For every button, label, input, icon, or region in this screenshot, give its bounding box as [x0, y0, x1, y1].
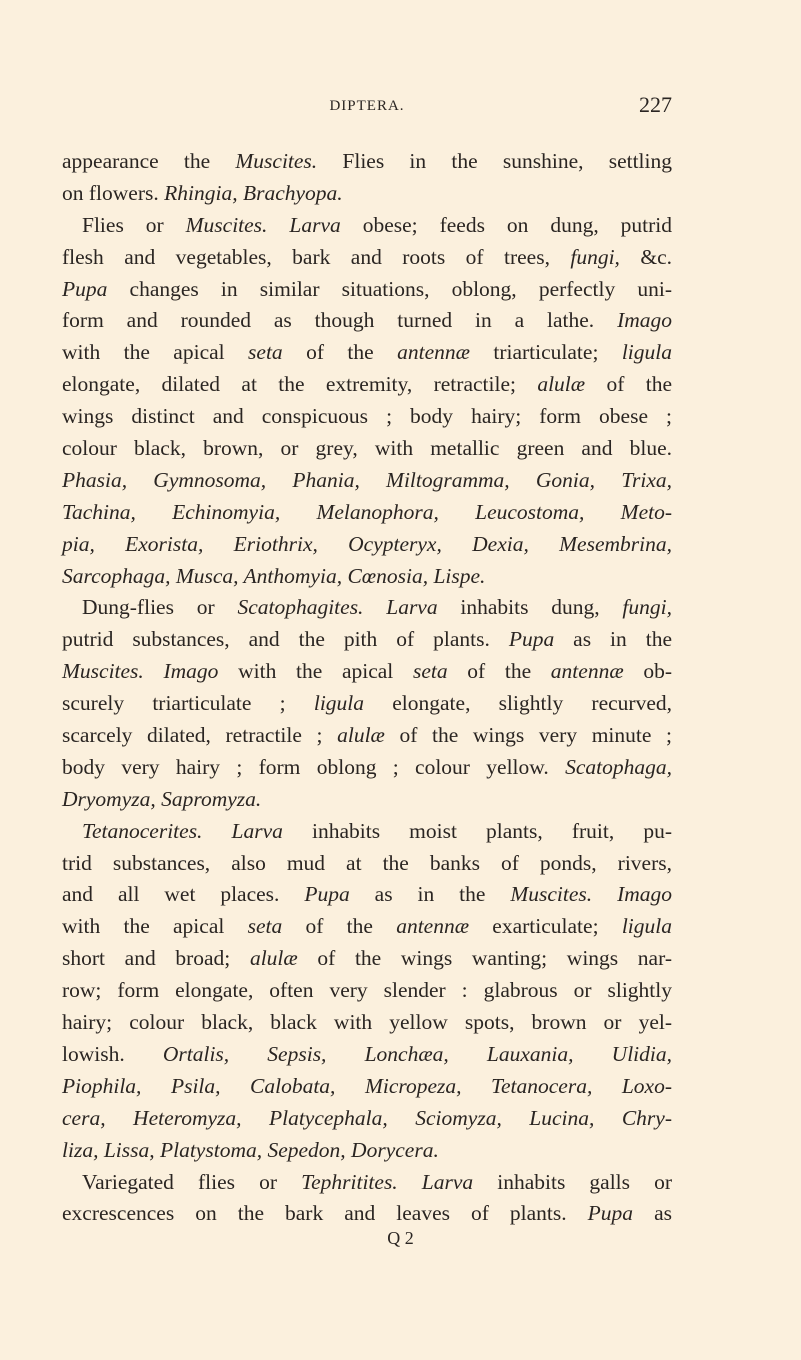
italic-term: Imago	[617, 308, 672, 333]
text-run: as	[633, 1201, 672, 1226]
text-line	[62, 1007, 672, 1039]
text-run: Variegated flies or	[82, 1169, 302, 1194]
text-line	[62, 529, 672, 561]
text-line	[62, 1198, 672, 1230]
text-run: Dung-flies or	[82, 595, 238, 620]
italic-term: seta	[247, 914, 283, 939]
text-run: excrescences on the bark and leaves of plants.	[62, 1201, 588, 1226]
italic-term: Tetanocerites.	[82, 818, 203, 843]
italic-term: cera, Heteromyza, Platycephala, Sciomyza, Lucina, Chry-	[62, 1105, 672, 1130]
text-run: scurely triarticulate ;	[62, 691, 314, 716]
italic-term: Scatophaga,	[565, 754, 672, 779]
text-run: appearance the	[62, 149, 236, 173]
italic-term: alulæ	[249, 946, 298, 971]
italic-term: Larva	[289, 212, 341, 237]
italic-term: Sarcophaga, Musca, Anthomyia, Cœnosia, Lispe.	[62, 563, 486, 588]
text-run: Flies in the sunshine, settling	[317, 149, 673, 173]
text-run: of the wings wanting; wings nar-	[297, 946, 672, 971]
text-run: of the	[585, 372, 672, 397]
text-line	[62, 305, 672, 337]
text-line	[62, 1039, 672, 1071]
italic-term: Rhingia, Brachyopa.	[164, 180, 343, 205]
text-line	[62, 784, 672, 816]
text-line	[62, 816, 672, 848]
text-run: of the	[282, 914, 397, 939]
text-run: lowish.	[62, 1041, 163, 1066]
italic-term: Larva	[231, 818, 283, 843]
italic-term: fungi,	[570, 244, 620, 269]
text-line	[62, 337, 672, 369]
italic-term: Scatophagites.	[237, 595, 364, 620]
italic-term: seta	[248, 340, 283, 365]
text-run: body very hairy ; form oblong ; colour yellow.	[62, 754, 566, 779]
italic-term: antennæ	[397, 340, 470, 365]
page-number: 227	[639, 92, 672, 117]
text-run: ob-	[623, 659, 672, 684]
text-line	[62, 911, 672, 943]
italic-term: Phasia, Gymnosoma, Phania, Miltogramma, Gonia, Trixa,	[62, 467, 672, 492]
text-line	[62, 656, 672, 688]
running-title: DIPTERA.	[329, 98, 405, 114]
text-run: with the apical	[62, 914, 248, 939]
text-line	[62, 465, 672, 497]
italic-term: Ortalis, Sepsis, Lonchæa, Lauxania, Ulidia,	[162, 1041, 672, 1066]
text-run: inhabits galls or	[473, 1169, 672, 1194]
text-run: on flowers.	[62, 180, 165, 205]
italic-term: Tephritites.	[301, 1169, 398, 1194]
text-line	[62, 975, 672, 1007]
text-line	[62, 592, 672, 624]
italic-term: Pupa	[304, 882, 350, 907]
text-line	[62, 210, 672, 242]
page-header	[62, 92, 672, 116]
text-run: of the	[282, 340, 398, 365]
text-run: as in the	[349, 882, 511, 907]
italic-term: Pupa	[587, 1201, 634, 1226]
text-line	[62, 848, 672, 880]
text-run: elongate, dilated at the extremity, retractile;	[62, 372, 538, 397]
italic-term: Muscites.	[185, 212, 268, 237]
italic-term: fungi,	[622, 595, 672, 620]
italic-term: Piophila, Psila, Calobata, Micropeza, Tetanocera, Loxo-	[62, 1073, 672, 1098]
text-run: flesh and vegetables, bark and roots of trees,	[62, 244, 571, 269]
text-line	[62, 146, 672, 178]
italic-term: alulæ	[537, 372, 586, 397]
italic-term: liza, Lissa, Platystoma, Sepedon, Dorycera.	[62, 1137, 439, 1162]
italic-term: ligula	[621, 914, 672, 939]
text-run: putrid substances, and the pith of plants.	[62, 627, 509, 652]
italic-term: ligula	[313, 691, 365, 716]
text-run	[592, 882, 617, 906]
italic-term: Larva	[386, 595, 438, 620]
italic-term: Tachina, Echinomyia, Melanophora, Leucostoma, Meto-	[62, 499, 672, 524]
text-run: obese; feeds on dung, putrid	[340, 212, 673, 237]
text-run: as in the	[554, 627, 672, 652]
text-run: short and broad;	[62, 946, 250, 971]
text-line	[62, 369, 672, 401]
italic-term: Muscites.	[510, 882, 593, 907]
text-run: scarcely dilated, retractile ;	[62, 723, 338, 748]
text-run: and all wet places.	[62, 882, 305, 907]
text-line	[62, 879, 672, 911]
italic-term: alulæ	[337, 723, 385, 748]
text-run: with the apical	[62, 340, 249, 365]
text-run: of the wings very minute ;	[384, 723, 672, 748]
text-line	[62, 1135, 672, 1167]
text-run: changes in similar situations, oblong, perfectly uni-	[107, 276, 672, 301]
text-line	[62, 688, 672, 720]
italic-term: ligula	[621, 340, 672, 365]
text-run: triarticulate;	[469, 340, 622, 365]
text-run: exarticulate;	[469, 914, 622, 939]
italic-term: Muscites.	[62, 659, 144, 684]
text-run: trid substances, also mud at the banks of ponds, rivers,	[62, 850, 672, 875]
text-run	[398, 1170, 422, 1194]
text-run: inhabits moist plants, fruit, pu-	[282, 818, 672, 843]
text-line	[62, 178, 672, 210]
text-run: colour black, brown, or grey, with metallic green and blue.	[62, 436, 672, 461]
text-run: with the apical	[218, 659, 413, 684]
text-run	[363, 595, 386, 619]
text-run: wings distinct and conspicuous ; body hairy; form obese ;	[62, 404, 672, 429]
italic-term: antennæ	[396, 914, 470, 939]
text-line	[62, 1071, 672, 1103]
text-run	[202, 819, 231, 843]
text-run: elongate, slightly recurved,	[364, 691, 672, 716]
text-line	[62, 561, 672, 593]
text-run: of the	[447, 659, 551, 684]
text-run	[144, 659, 164, 683]
text-line	[62, 752, 672, 784]
text-run	[267, 213, 289, 237]
italic-term: Larva	[421, 1169, 474, 1194]
text-line	[62, 943, 672, 975]
italic-term: antennæ	[550, 659, 624, 684]
text-run: hairy; colour black, black with yellow spots, brown or yel-	[62, 1010, 672, 1035]
text-run: &c.	[619, 244, 672, 269]
body-text	[62, 146, 672, 1230]
italic-term: Pupa	[62, 276, 108, 301]
italic-term: Pupa	[508, 627, 555, 652]
text-line	[62, 433, 672, 465]
signature-mark: Q 2	[387, 1228, 414, 1248]
italic-term: Imago	[617, 882, 673, 907]
text-line	[62, 1167, 672, 1199]
text-line	[62, 624, 672, 656]
text-line	[62, 401, 672, 433]
text-run: form and rounded as though turned in a lathe.	[62, 308, 618, 333]
text-line	[62, 720, 672, 752]
text-line	[62, 497, 672, 529]
text-line	[62, 1103, 672, 1135]
text-run: inhabits dung,	[437, 595, 623, 620]
text-run: Flies or	[82, 212, 186, 237]
text-line	[62, 242, 672, 274]
italic-term: Muscites.	[235, 149, 318, 173]
italic-term: Dryomyza, Sapromyza.	[62, 786, 262, 811]
italic-term: Imago	[163, 659, 219, 684]
text-run: row; form elongate, often very slender : glabrous or slightly	[62, 978, 672, 1003]
italic-term: pia, Exorista, Eriothrix, Ocypteryx, Dexia, Mesembrina,	[62, 531, 672, 556]
italic-term: seta	[412, 659, 448, 684]
text-line	[62, 274, 672, 306]
